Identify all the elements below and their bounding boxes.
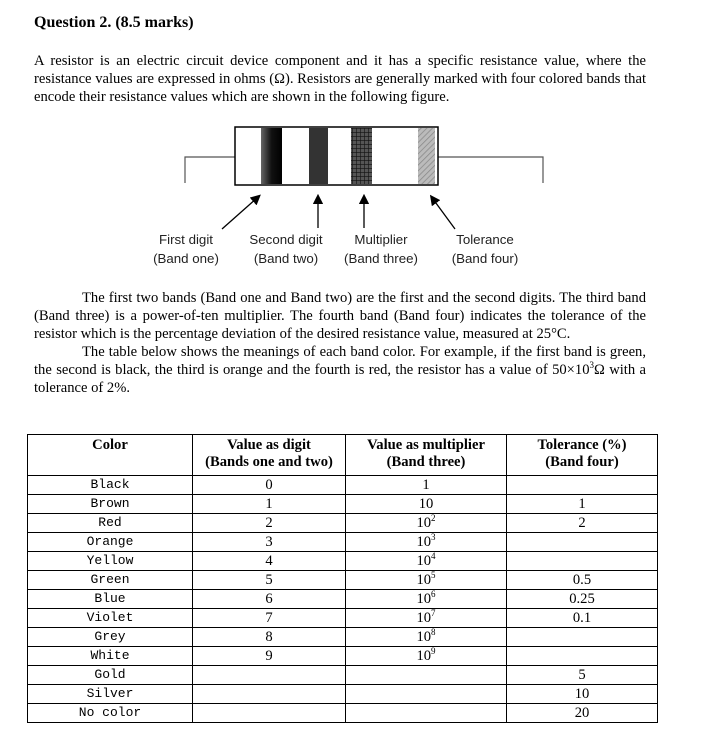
band-color-table	[27, 434, 658, 723]
table-row	[28, 666, 658, 685]
table-row	[28, 685, 658, 704]
multiplier-exponent: 6	[431, 589, 436, 600]
cell-color: Gold	[28, 666, 193, 685]
cell-digit: 4	[193, 552, 346, 571]
cell-tolerance: 5	[507, 666, 658, 685]
explanation-paragraph	[34, 289, 646, 397]
cell-color: Yellow	[28, 552, 193, 571]
cell-tolerance: 0.1	[507, 609, 658, 628]
multiplier-base: 10	[416, 629, 432, 645]
header-multiplier: Value as multiplier (Band three)	[346, 435, 507, 476]
label-multiplier: Multiplier	[354, 232, 408, 247]
header-digit: Value as digit (Bands one and two)	[193, 435, 346, 476]
band-two	[309, 128, 328, 184]
cell-color: No color	[28, 704, 193, 723]
cell-tolerance: 0.25	[507, 590, 658, 609]
band-four	[418, 128, 435, 184]
cell-tolerance	[507, 476, 658, 495]
cell-multiplier	[346, 552, 507, 571]
multiplier-exponent: 5	[431, 570, 436, 581]
multiplier-base: 10	[416, 553, 432, 569]
cell-color: Grey	[28, 628, 193, 647]
label-band-four: (Band four)	[451, 251, 519, 266]
cell-tolerance: 1	[507, 495, 658, 514]
multiplier-base: 10	[416, 648, 432, 664]
cell-color: Violet	[28, 609, 193, 628]
example-text	[34, 343, 646, 397]
cell-digit: 9	[193, 647, 346, 666]
cell-tolerance	[507, 647, 658, 666]
cell-multiplier	[346, 609, 507, 628]
label-band-one: (Band one)	[153, 251, 219, 266]
cell-digit	[193, 704, 346, 723]
cell-multiplier	[346, 495, 507, 514]
multiplier-base: 10	[416, 591, 432, 607]
cell-color: Green	[28, 571, 193, 590]
label-band-two: (Band two)	[253, 251, 319, 266]
table-row	[28, 571, 658, 590]
table-header-row	[28, 435, 658, 476]
multiplier-base: 10	[416, 572, 432, 588]
resistor-figure	[0, 0, 711, 290]
cell-digit: 0	[193, 476, 346, 495]
multiplier-base: 10	[416, 534, 432, 550]
band-one	[261, 128, 282, 184]
cell-color: Blue	[28, 590, 193, 609]
band-three	[351, 128, 372, 184]
multiplier-exponent: 7	[431, 608, 436, 619]
table-row	[28, 495, 658, 514]
question-title: Question 2. (8.5 marks)	[34, 14, 194, 31]
example-exponent: 3	[589, 360, 594, 371]
example-text-before: The table below shows the meanings of each band color. For example, if the first band is green, the second is black, the third is orange and the fourth is red, the resistor has a value of 50×10	[34, 344, 646, 378]
cell-multiplier	[346, 647, 507, 666]
table-row	[28, 609, 658, 628]
multiplier-exponent: 4	[431, 551, 436, 562]
multiplier-exponent: 9	[431, 646, 436, 657]
cell-color: Silver	[28, 685, 193, 704]
cell-digit: 7	[193, 609, 346, 628]
cell-digit: 1	[193, 495, 346, 514]
cell-multiplier	[346, 476, 507, 495]
table-row	[28, 514, 658, 533]
cell-multiplier	[346, 628, 507, 647]
multiplier-base: 1	[422, 477, 430, 493]
right-lead	[438, 157, 543, 183]
cell-multiplier	[346, 685, 507, 704]
cell-color: Brown	[28, 495, 193, 514]
cell-color: Orange	[28, 533, 193, 552]
multiplier-base: 10	[416, 515, 432, 531]
cell-multiplier	[346, 514, 507, 533]
example-text-after: Ω with a tolerance of 2%.	[34, 362, 646, 396]
cell-digit	[193, 666, 346, 685]
table-row	[28, 590, 658, 609]
label-second-digit: Second digit	[249, 232, 323, 247]
cell-digit: 2	[193, 514, 346, 533]
multiplier-base: 10	[416, 610, 432, 626]
cell-multiplier	[346, 533, 507, 552]
cell-tolerance	[507, 533, 658, 552]
cell-tolerance: 10	[507, 685, 658, 704]
multiplier-exponent: 8	[431, 627, 436, 638]
table-row	[28, 552, 658, 571]
left-lead	[185, 157, 235, 183]
label-tolerance: Tolerance	[456, 232, 514, 247]
cell-digit: 5	[193, 571, 346, 590]
multiplier-base: 10	[418, 496, 434, 512]
multiplier-exponent: 2	[431, 513, 436, 524]
cell-digit	[193, 685, 346, 704]
cell-color: Black	[28, 476, 193, 495]
table-row	[28, 704, 658, 723]
label-band-three: (Band three)	[344, 251, 418, 266]
arrow-tolerance	[433, 199, 455, 229]
cell-tolerance	[507, 628, 658, 647]
header-tolerance: Tolerance (%) (Band four)	[507, 435, 658, 476]
arrow-first-digit	[222, 198, 257, 229]
cell-tolerance: 0.5	[507, 571, 658, 590]
cell-multiplier	[346, 666, 507, 685]
header-color: Color	[28, 435, 193, 476]
multiplier-exponent: 3	[431, 532, 436, 543]
intro-paragraph: A resistor is an electric circuit device component and it has a specific resistance value, where the resistance values are expressed in ohms (Ω). Resistors are generally marked with four colored bands that encode their resistance values which are shown in the following figure.	[34, 53, 646, 105]
cell-digit: 8	[193, 628, 346, 647]
label-first-digit: First digit	[159, 232, 213, 247]
band-meaning-text: The first two bands (Band one and Band two) are the first and the second digits. The third band (Band three) is a power-of-ten multiplier. The fourth band (Band four) indicates the tolerance of the resistor which is the percentage deviation of the desired resistance value, measured at 25°C.	[34, 290, 646, 342]
cell-tolerance	[507, 552, 658, 571]
cell-digit: 6	[193, 590, 346, 609]
cell-tolerance: 20	[507, 704, 658, 723]
cell-color: White	[28, 647, 193, 666]
cell-tolerance: 2	[507, 514, 658, 533]
table-row	[28, 476, 658, 495]
cell-color: Red	[28, 514, 193, 533]
cell-multiplier	[346, 571, 507, 590]
cell-multiplier	[346, 590, 507, 609]
cell-multiplier	[346, 704, 507, 723]
table-row	[28, 628, 658, 647]
cell-digit: 3	[193, 533, 346, 552]
table-row	[28, 533, 658, 552]
table-row	[28, 647, 658, 666]
